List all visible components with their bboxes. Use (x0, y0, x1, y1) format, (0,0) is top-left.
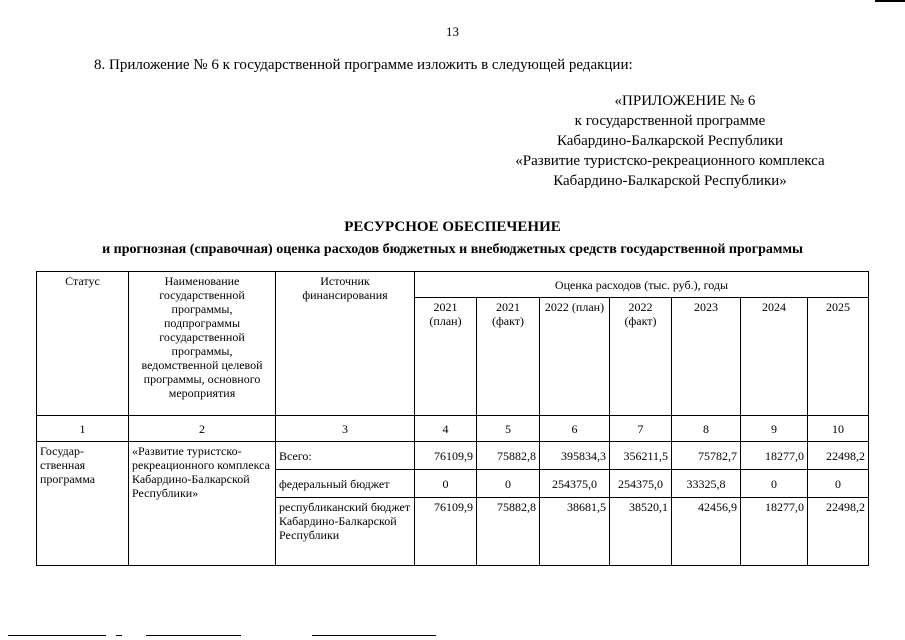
status-cell: Государ- ственная программа (37, 442, 129, 566)
header-year: 2022 (план) (540, 298, 610, 416)
value-cell: 254375,0 (540, 470, 610, 498)
value-cell: 75882,8 (477, 442, 540, 470)
appendix-line: Кабардино-Балкарской Республики (556, 133, 784, 149)
column-number: 6 (540, 416, 610, 442)
source-cell: Всего: (276, 442, 415, 470)
page-number: 13 (446, 24, 459, 39)
value-cell: 42456,9 (672, 498, 741, 566)
program-name-cell: «Развитие туристско- рекреационного комплекса Кабардино-Балкарской Республики» (129, 442, 276, 566)
column-number: 7 (610, 416, 672, 442)
value-cell: 0 (477, 470, 540, 498)
value-cell: 0 (741, 470, 808, 498)
appendix-line: «Развитие туристско-рекреационного комплекса (515, 153, 825, 169)
value-cell: 22498,2 (808, 498, 869, 566)
value-cell: 75882,8 (477, 498, 540, 566)
header-year: 2021 (план) (415, 298, 477, 416)
value-cell: 18277,0 (741, 498, 808, 566)
resource-table (36, 271, 869, 566)
footer-divider (116, 635, 122, 636)
header-year: 2022 (факт) (610, 298, 672, 416)
appendix-line: Кабардино-Балкарской Республики» (553, 173, 787, 189)
value-cell: 395834,3 (540, 442, 610, 470)
appendix-line: к государственной программе (574, 113, 766, 129)
value-cell: 33325,8 (672, 470, 741, 498)
instruction-text: 8. Приложение № 6 к государственной программе изложить в следующей редакции: (94, 57, 633, 73)
header-estimate: Оценка расходов (тыс. руб.), годы (415, 272, 869, 298)
value-cell: 76109,9 (415, 442, 477, 470)
value-cell: 76109,9 (415, 498, 477, 566)
appendix-line: «ПРИЛОЖЕНИЕ № 6 (614, 93, 756, 109)
value-cell: 0 (808, 470, 869, 498)
document-title: РЕСУРСНОЕ ОБЕСПЕЧЕНИЕ (344, 219, 561, 235)
corner-mark (875, 0, 905, 2)
header-name: Наименование государственной программы, подпрограммы государственной программы, ведомственной целевой программы, основного мероприятия (129, 272, 276, 416)
appendix-header (500, 91, 840, 191)
value-cell: 0 (415, 470, 477, 498)
column-number: 8 (672, 416, 741, 442)
source-cell: республиканский бюджет Кабардино-Балкарской Республики (276, 498, 415, 566)
footer-divider (146, 635, 241, 636)
column-number: 9 (741, 416, 808, 442)
column-number: 4 (415, 416, 477, 442)
source-cell: федеральный бюджет (276, 470, 415, 498)
footer-divider (312, 635, 436, 636)
header-year: 2024 (741, 298, 808, 416)
column-number: 3 (276, 416, 415, 442)
column-number: 2 (129, 416, 276, 442)
footer-divider (8, 635, 106, 636)
header-status: Статус (37, 272, 129, 416)
document-subtitle: и прогнозная (справочная) оценка расходов бюджетных и внебюджетных средств государственной программы (102, 242, 803, 257)
value-cell: 356211,5 (610, 442, 672, 470)
header-year: 2021 (факт) (477, 298, 540, 416)
column-number: 10 (808, 416, 869, 442)
column-number: 1 (37, 416, 129, 442)
value-cell: 75782,7 (672, 442, 741, 470)
header-year: 2023 (672, 298, 741, 416)
value-cell: 38520,1 (610, 498, 672, 566)
value-cell: 38681,5 (540, 498, 610, 566)
header-source: Источник финансирования (276, 272, 415, 416)
column-number: 5 (477, 416, 540, 442)
value-cell: 18277,0 (741, 442, 808, 470)
value-cell: 254375,0 (610, 470, 672, 498)
value-cell: 22498,2 (808, 442, 869, 470)
header-year: 2025 (808, 298, 869, 416)
